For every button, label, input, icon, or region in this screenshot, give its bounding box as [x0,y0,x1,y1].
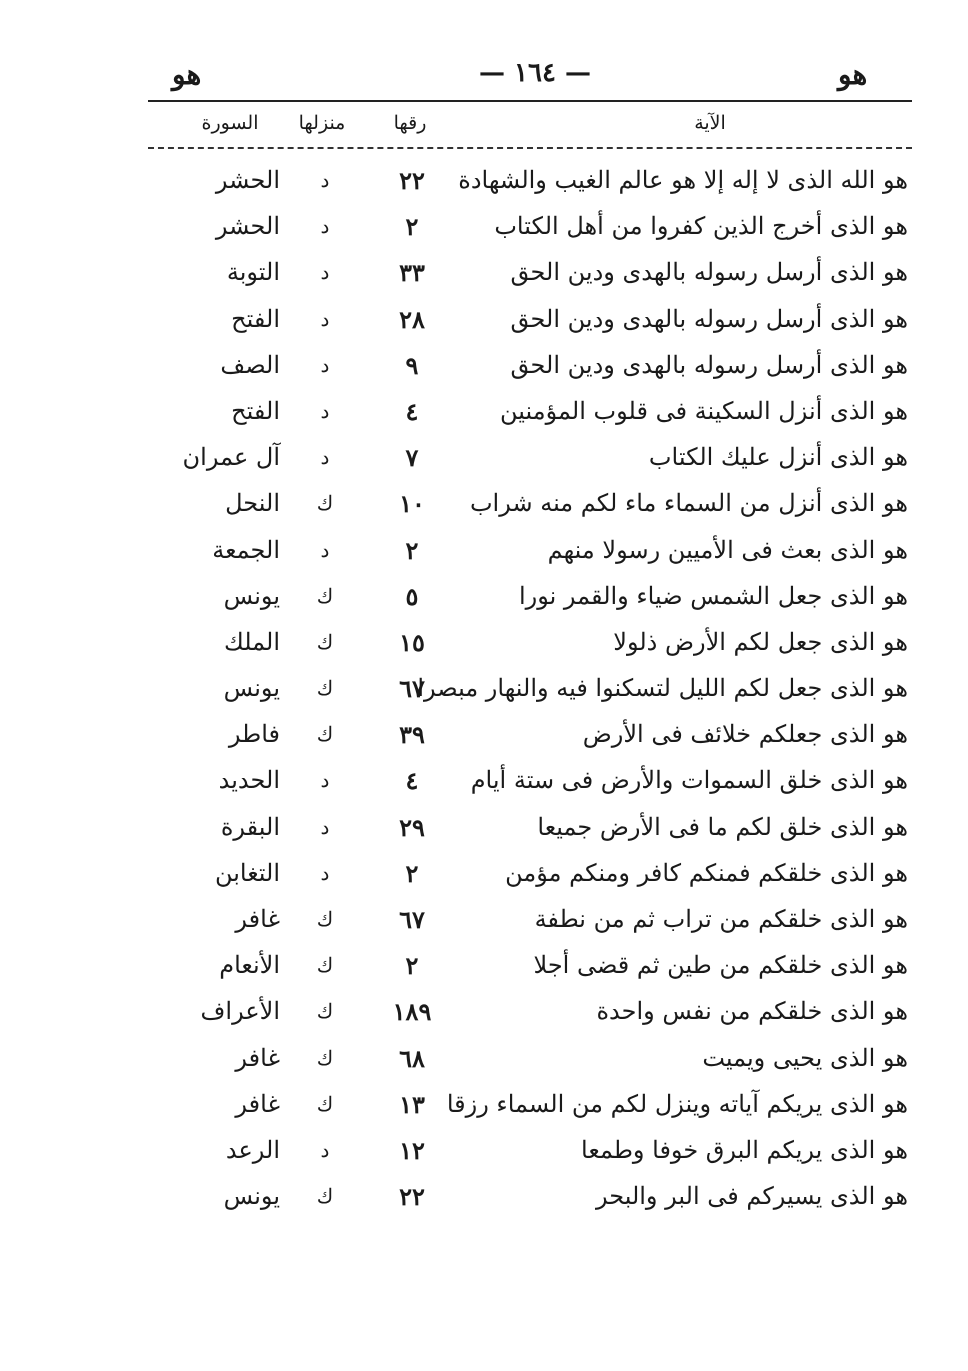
verse-number: ١٣ [399,1089,425,1119]
revelation-place: د [320,860,330,885]
table-row [0,160,968,206]
table-row [0,714,968,760]
table-row [0,576,968,622]
verse-text: هو الذى يريكم آياته وينزل لكم من السماء رزقا [446,1089,908,1118]
verse-number: ٥ [405,581,419,611]
verse-number: ٣٩ [399,720,425,750]
surah-name: آل عمران [182,443,280,472]
verse-text: هو الذى يريكم البرق خوفا وطمعا [581,1135,908,1164]
column-header-number: رقها [393,112,427,134]
surah-name: الحشر [215,212,280,241]
verse-number: ٢٩ [399,812,425,842]
revelation-place: ك [316,1045,334,1070]
table-row [0,853,968,899]
verse-number: ١٠ [399,489,425,519]
running-head-left: هو [172,58,202,91]
surah-name: يونس [223,1182,280,1211]
surah-name: الجمعة [212,535,280,564]
verse-text: هو الذى خلقكم فمنكم كافر ومنكم مؤمن [505,858,908,887]
revelation-place: ك [316,999,334,1024]
verse-text: هو الله الذى لا إله إلا هو عالم الغيب والشهادة [458,166,908,194]
table-row [0,945,968,991]
verse-number: ٢ [405,858,419,888]
table-row [0,345,968,391]
verse-text: هو الذى أرسل رسوله بالهدى ودين الحق [510,258,908,287]
revelation-place: د [320,768,330,793]
column-header-rule [148,147,912,149]
column-header-verse: الآية [694,112,726,134]
table-row [0,299,968,345]
revelation-place: د [320,306,330,331]
surah-name: الأنعام [219,951,280,980]
revelation-place: ك [316,583,334,608]
verse-text: هو الذى جعلكم خلائف فى الأرض [582,720,908,749]
page-number: — ١٦٤ — [478,58,592,88]
verse-text: هو الذى أرسل رسوله بالهدى ودين الحق [510,304,908,333]
verse-text: هو الذى أنزل السكينة فى قلوب المؤمنين [500,396,908,425]
table-row [0,1130,968,1176]
verse-text: هو الذى جعل لكم الأرض ذلولا [613,627,908,656]
revelation-place: ك [316,953,334,978]
table-row [0,991,968,1037]
verse-number: ٢ [405,212,419,242]
surah-name: الأعراف [200,997,280,1026]
verse-text: هو الذى خلقكم من نفس واحدة [596,997,908,1026]
verse-text: هو الذى خلق لكم ما فى الأرض جميعا [537,812,908,841]
surah-name: التغابن [214,858,280,887]
revelation-place: ك [316,676,334,701]
verse-text: هو الذى أخرج الذين كفروا من أهل الكتاب [494,212,908,241]
verse-text: هو الذى خلقكم من طين ثم قضى أجلا [533,951,908,980]
surah-name: غافر [235,1089,280,1118]
table-row [0,391,968,437]
verse-text: هو الذى بعث فى الأميين رسولا منهم [547,535,908,564]
surah-name: غافر [235,1043,280,1072]
table-row [0,760,968,806]
surah-name: النحل [225,489,280,518]
revelation-place: د [320,398,330,423]
revelation-place: د [320,168,330,192]
table-row [0,530,968,576]
table-row [0,668,968,714]
surah-name: التوبة [226,258,280,287]
revelation-place: د [320,814,330,839]
verse-number: ٢٨ [399,304,425,334]
surah-name: الصف [220,350,280,379]
verse-number: ١٢ [399,1135,425,1165]
table-row [0,807,968,853]
header-rule [148,100,912,102]
verse-number: ٢ [405,951,419,981]
verse-number: ١٨٩ [392,997,432,1027]
verse-text: هو الذى أرسل رسوله بالهدى ودين الحق [510,350,908,379]
verse-number: ٦٨ [399,1043,425,1073]
surah-name: فاطر [228,720,280,749]
verse-number: ٢٢ [399,166,425,195]
revelation-place: ك [316,722,334,747]
column-header-surah: السورة [201,112,259,134]
surah-name: الفتح [231,396,280,425]
verse-text: هو الذى جعل لكم الليل لتسكنوا فيه والنهار مبصرا [417,674,908,703]
verse-text: هو الذى يحيى ويميت [702,1043,908,1072]
surah-name: يونس [223,674,280,703]
surah-name: الفتح [231,304,280,333]
verse-text: هو الذى أنزل عليك الكتاب [648,443,908,472]
verse-number: ٢٢ [399,1182,425,1212]
verse-number: ٦٧ [399,905,425,934]
surah-name: الملك [223,627,280,656]
verse-text: هو الذى جعل الشمس ضياء والقمر نورا [518,581,908,610]
revelation-place: ك [316,907,334,931]
revelation-place: ك [316,629,334,654]
table-row [0,622,968,668]
index-table [0,160,968,1222]
surah-name: الحشر [215,166,280,194]
revelation-place: د [320,352,330,377]
verse-number: ٦٧ [399,674,425,704]
surah-name: الرعد [225,1135,280,1164]
table-row [0,1084,968,1130]
surah-name: غافر [235,905,280,933]
surah-name: الحديد [218,766,280,795]
verse-number: ٤ [405,396,419,426]
table-row [0,1038,968,1084]
table-row [0,206,968,252]
column-header-place: منزلها [298,112,346,134]
revelation-place: ك [316,1091,334,1116]
surah-name: البقرة [220,812,280,841]
table-row [0,252,968,298]
verse-number: ٧ [405,443,419,473]
revelation-place: د [320,1137,330,1162]
surah-name: يونس [223,581,280,610]
verse-number: ٢ [405,535,419,565]
revelation-place: د [320,445,330,470]
revelation-place: د [320,214,330,239]
verse-number: ٣٣ [399,258,425,288]
table-row [0,1176,968,1222]
revelation-place: د [320,260,330,285]
revelation-place: ك [316,491,334,516]
verse-number: ٩ [405,350,419,380]
verse-number: ٤ [405,766,419,796]
running-head-right: هو [838,58,868,91]
revelation-place: د [320,537,330,562]
revelation-place: ك [316,1184,334,1209]
verse-text: هو الذى خلق السموات والأرض فى ستة أيام [470,766,908,795]
table-row [0,437,968,483]
table-row [0,899,968,945]
verse-text: هو الذى خلقكم من تراب ثم من نطفة [534,905,908,933]
table-row [0,483,968,529]
verse-text: هو الذى يسيركم فى البر والبحر [595,1182,908,1211]
verse-text: هو الذى أنزل من السماء ماء لكم منه شراب [469,489,908,518]
verse-number: ١٥ [399,627,425,657]
